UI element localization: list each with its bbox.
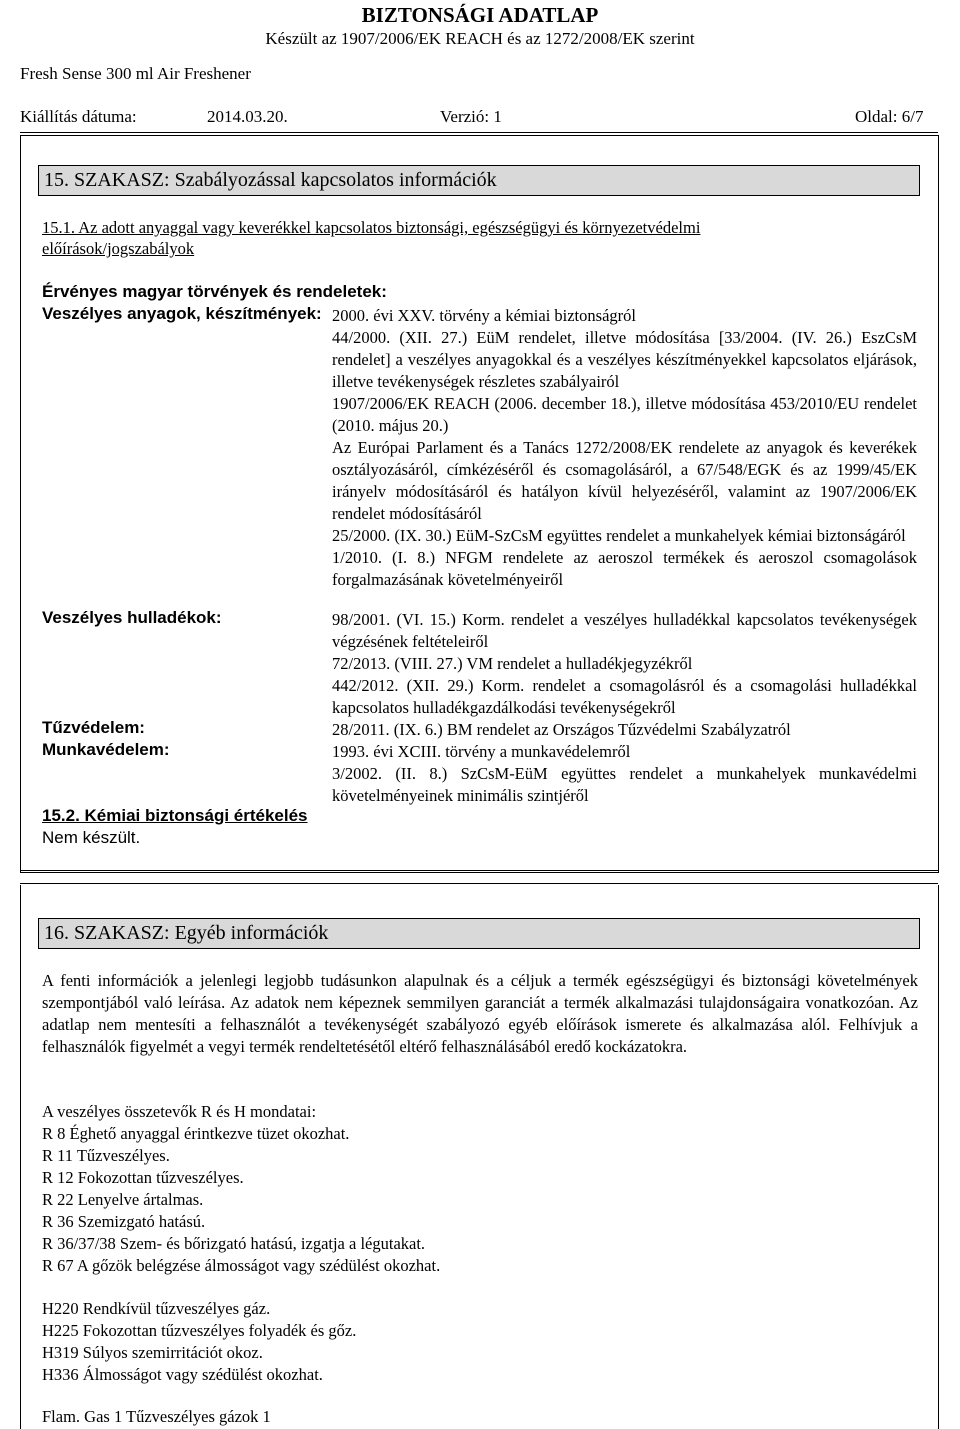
header-rule-inner — [20, 135, 938, 136]
waste-item: 98/2001. (VI. 15.) Korm. rendelet a veszélyes hulladékkal kapcsolatos tevékenységek végzésének feltételeiről — [332, 610, 917, 651]
waste-item: 72/2013. (VIII. 27.) VM rendelet a hulladékjegyzékről — [332, 654, 693, 673]
product-name: Fresh Sense 300 ml Air Freshener — [20, 64, 251, 83]
r-phrase: R 12 Fokozottan tűzveszélyes. — [42, 1168, 244, 1187]
hazardous-item: 44/2000. (XII. 27.) EüM rendelet, illetve módosítása [33/2004. (IV. 26.) EszCsM rendelet] a veszélyes anyagokkal és a veszélyes készítményekkel kapcsolatos eljárások, illetve tevékenységek részletes szabályairól — [332, 328, 917, 391]
section16-paragraph: A fenti információk a jelenlegi legjobb tudásunkon alapulnak és a céljuk a termék egészségügyi és biztonsági követelmények szempontjából való leírása. Az adatok nem képeznek semmilyen garanciát a termék alkalmazási tulajdonságaira vonatkozóan. Az adatlap nem mentesíti a felhasználót a tevékenységét szabályozó egyéb előírások ismerete és alkalmazása alól. Felhívjuk a felhasználók figyelmét a vegyi termék rendeltetésétől eltérő felhasználásából eredő kockázatokra. — [42, 971, 918, 1056]
flam-classification — [42, 1406, 271, 1428]
fire-label: Tűzvédelem: — [42, 718, 145, 737]
r-phrases-heading: A veszélyes összetevők R és H mondatai: — [42, 1102, 317, 1121]
work-safety-item: 3/2002. (II. 8.) SzCsM-EüM együttes rendelet a munkahelyek munkavédelmi követelményeinek minimális szintjéről — [332, 764, 917, 805]
section15-header: 15. SZAKASZ: Szabályozással kapcsolatos információk — [38, 165, 920, 196]
document-subtitle: Készült az 1907/2006/EK REACH és az 1272/2008/EK szerint — [265, 29, 695, 48]
hazardous-list — [332, 305, 917, 591]
hazardous-item: 1/2010. (I. 8.) NFGM rendelete az aeroszol termékek és aeroszol csomagolások forgalmazásának követelményeiről — [332, 548, 917, 589]
work-safety-label: Munkavédelem: — [42, 740, 170, 759]
section16-frame-left — [20, 885, 21, 1429]
subsection-15-1-title — [42, 217, 700, 259]
version-label: Verzió: 1 — [440, 107, 502, 126]
flam-line: Flam. Gas 1 Tűzveszélyes gázok 1 — [42, 1407, 271, 1426]
h-phrase: H220 Rendkívül tűzveszélyes gáz. — [42, 1299, 271, 1318]
subsection-15-1-line1: 15.1. Az adott anyaggal vagy keverékkel kapcsolatos biztonsági, egészségügyi és környezetvédelmi — [42, 218, 701, 237]
waste-item: 442/2012. (XII. 29.) Korm. rendelet a csomagolásról és a csomagolási hulladékkal kapcsolatos hulladékgazdálkodási tevékenységekről — [332, 676, 917, 717]
h-phrase: H336 Álmosságot vagy szédülést okozhat. — [42, 1365, 323, 1384]
subsection-15-2-text: Nem készült. — [42, 828, 141, 847]
work-safety-list — [332, 741, 917, 807]
hazardous-item: Az Európai Parlament és a Tanács 1272/2008/EK rendelete az anyagok és keverékek osztályozásáról, címkézéséről és csomagolásáról, a 67/548/EGK és az 1999/45/EK irányelv módosításáról és hatályon kívül helyezéséről, valamint az 1907/2006/EK rendelet módosításáról — [332, 438, 917, 523]
header-rule — [20, 132, 938, 133]
r-phrase: R 22 Lenyelve ártalmas. — [42, 1190, 204, 1209]
hazardous-item: 1907/2006/EK REACH (2006. december 18.), illetve módosítása 453/2010/EU rendelet (2010. május 20.) — [332, 394, 917, 435]
section15-frame-bottom — [20, 870, 938, 873]
section16-frame-right — [938, 885, 939, 1429]
hazardous-item: 2000. évi XXV. törvény a kémiai biztonságról — [332, 306, 636, 325]
r-phrase: R 8 Éghető anyaggal érintkezve tüzet okozhat. — [42, 1124, 350, 1143]
waste-list — [332, 609, 917, 719]
document-title: BIZTONSÁGI ADATLAP — [361, 3, 599, 27]
r-phrase: R 36/37/38 Szem- és bőrizgató hatású, izgatja a légutakat. — [42, 1234, 426, 1253]
work-safety-item: 1993. évi XCIII. törvény a munkavédelemről — [332, 742, 631, 761]
h-phrases-list — [42, 1298, 356, 1386]
valid-laws-heading: Érvényes magyar törvények és rendeletek: — [42, 282, 387, 301]
section15-frame-left — [20, 135, 21, 873]
subsection-15-1-line2: előírások/jogszabályok — [42, 239, 195, 258]
hazardous-item: 25/2000. (IX. 30.) EüM-SzCsM együttes rendelet a munkahelyek kémiai biztonságáról — [332, 526, 906, 545]
r-phrases-list — [42, 1101, 440, 1277]
h-phrase: H225 Fokozottan tűzveszélyes folyadék és gőz. — [42, 1321, 357, 1340]
h-phrase: H319 Súlyos szemirritációt okoz. — [42, 1343, 263, 1362]
issue-date: 2014.03.20. — [207, 107, 288, 126]
section15-frame-right — [938, 135, 939, 873]
r-phrase: R 36 Szemizgató hatású. — [42, 1212, 206, 1231]
page-number: Oldal: 6/7 — [855, 107, 924, 126]
r-phrase: R 11 Tűzveszélyes. — [42, 1146, 170, 1165]
waste-label: Veszélyes hulladékok: — [42, 608, 222, 627]
section16-frame-top — [20, 883, 938, 884]
hazardous-label: Veszélyes anyagok, készítmények: — [42, 304, 322, 323]
subsection-15-2-title: 15.2. Kémiai biztonsági értékelés — [42, 806, 308, 825]
r-phrase: R 67 A gőzök belégzése álmosságot vagy szédülést okozhat. — [42, 1256, 441, 1275]
fire-list — [332, 719, 917, 741]
issue-date-label: Kiállítás dátuma: — [20, 107, 137, 126]
section16-header: 16. SZAKASZ: Egyéb információk — [38, 918, 920, 949]
fire-item: 28/2011. (IX. 6.) BM rendelet az Országos Tűzvédelmi Szabályzatról — [332, 720, 791, 739]
